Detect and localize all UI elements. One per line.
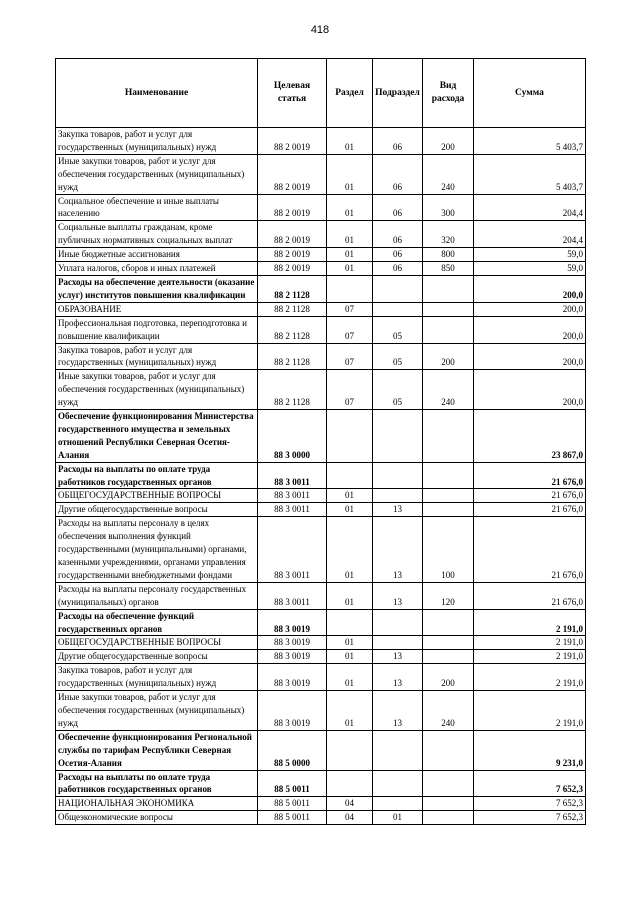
cell-name: Иные бюджетные ассигнования bbox=[56, 248, 258, 262]
cell-name: Расходы на обеспечение функций государственных органов bbox=[56, 609, 258, 636]
table-row bbox=[56, 664, 586, 691]
table-row bbox=[56, 770, 586, 797]
table-row bbox=[56, 221, 586, 248]
cell-name: Другие общегосударственные вопросы bbox=[56, 650, 258, 664]
table-header bbox=[56, 59, 586, 128]
cell-subsection: 13 bbox=[373, 582, 423, 609]
cell-expense-type bbox=[423, 462, 474, 489]
cell-section: 01 bbox=[327, 691, 373, 731]
cell-amount: 21 676,0 bbox=[474, 517, 586, 583]
cell-amount: 2 191,0 bbox=[474, 636, 586, 650]
cell-amount: 59,0 bbox=[474, 248, 586, 262]
cell-name: Социальные выплаты гражданам, кроме публичных нормативных социальных выплат bbox=[56, 221, 258, 248]
cell-expense-type bbox=[423, 811, 474, 825]
cell-subsection: 13 bbox=[373, 664, 423, 691]
cell-section: 01 bbox=[327, 194, 373, 221]
cell-expense-type bbox=[423, 609, 474, 636]
cell-subsection: 06 bbox=[373, 262, 423, 276]
cell-target: 88 3 0011 bbox=[258, 503, 327, 517]
cell-expense-type: 800 bbox=[423, 248, 474, 262]
table-row bbox=[56, 370, 586, 410]
cell-expense-type: 320 bbox=[423, 221, 474, 248]
cell-target: 88 2 1128 bbox=[258, 370, 327, 410]
header-target: Целевая статья bbox=[258, 59, 327, 128]
cell-name: Уплата налогов, сборов и иных платежей bbox=[56, 262, 258, 276]
cell-expense-type: 240 bbox=[423, 154, 474, 194]
cell-target: 88 3 0019 bbox=[258, 691, 327, 731]
budget-table bbox=[55, 58, 586, 825]
table-row bbox=[56, 248, 586, 262]
cell-target: 88 2 1128 bbox=[258, 343, 327, 370]
table-row bbox=[56, 462, 586, 489]
cell-name: Общеэкономические вопросы bbox=[56, 811, 258, 825]
cell-target: 88 5 0011 bbox=[258, 770, 327, 797]
cell-amount: 204,4 bbox=[474, 194, 586, 221]
cell-subsection: 06 bbox=[373, 154, 423, 194]
cell-subsection: 06 bbox=[373, 194, 423, 221]
cell-subsection: 06 bbox=[373, 128, 423, 155]
cell-amount: 200,0 bbox=[474, 275, 586, 302]
cell-target: 88 3 0011 bbox=[258, 489, 327, 503]
cell-amount: 7 652,3 bbox=[474, 811, 586, 825]
cell-name: Закупка товаров, работ и услуг для государственных (муниципальных) нужд bbox=[56, 343, 258, 370]
cell-amount: 59,0 bbox=[474, 262, 586, 276]
cell-amount: 7 652,3 bbox=[474, 797, 586, 811]
cell-amount: 2 191,0 bbox=[474, 609, 586, 636]
cell-amount: 23 867,0 bbox=[474, 410, 586, 463]
cell-subsection: 05 bbox=[373, 370, 423, 410]
cell-target: 88 3 0011 bbox=[258, 462, 327, 489]
cell-expense-type bbox=[423, 650, 474, 664]
table-row bbox=[56, 194, 586, 221]
cell-subsection: 13 bbox=[373, 650, 423, 664]
cell-name: Закупка товаров, работ и услуг для государственных (муниципальных) нужд bbox=[56, 128, 258, 155]
cell-section: 01 bbox=[327, 248, 373, 262]
cell-subsection bbox=[373, 770, 423, 797]
cell-section bbox=[327, 462, 373, 489]
cell-amount: 21 676,0 bbox=[474, 489, 586, 503]
cell-expense-type bbox=[423, 730, 474, 770]
cell-amount: 5 403,7 bbox=[474, 154, 586, 194]
cell-name: Расходы на выплаты персоналу в целях обеспечения выполнения функций государственными (муниципальными) органами, казенными учреждениями, органами управления государственными внебюджетными фондами bbox=[56, 517, 258, 583]
cell-section bbox=[327, 410, 373, 463]
table-row bbox=[56, 503, 586, 517]
cell-expense-type: 240 bbox=[423, 691, 474, 731]
page-number: 418 bbox=[310, 24, 330, 36]
cell-subsection bbox=[373, 609, 423, 636]
cell-subsection: 13 bbox=[373, 503, 423, 517]
table-row bbox=[56, 302, 586, 316]
cell-name: Расходы на обеспечение деятельности (оказание услуг) институтов повышения квалификации bbox=[56, 275, 258, 302]
cell-target: 88 3 0000 bbox=[258, 410, 327, 463]
cell-expense-type bbox=[423, 636, 474, 650]
table-row bbox=[56, 730, 586, 770]
table-row bbox=[56, 410, 586, 463]
table-row bbox=[56, 128, 586, 155]
cell-expense-type: 200 bbox=[423, 128, 474, 155]
cell-name: ОБЩЕГОСУДАРСТВЕННЫЕ ВОПРОСЫ bbox=[56, 489, 258, 503]
cell-name: НАЦИОНАЛЬНАЯ ЭКОНОМИКА bbox=[56, 797, 258, 811]
cell-amount: 200,0 bbox=[474, 302, 586, 316]
cell-subsection bbox=[373, 410, 423, 463]
cell-subsection: 05 bbox=[373, 316, 423, 343]
cell-name: Закупка товаров, работ и услуг для государственных (муниципальных) нужд bbox=[56, 664, 258, 691]
cell-name: ОБРАЗОВАНИЕ bbox=[56, 302, 258, 316]
table-row bbox=[56, 262, 586, 276]
cell-name: Иные закупки товаров, работ и услуг для обеспечения государственных (муниципальных) нужд bbox=[56, 370, 258, 410]
cell-target: 88 3 0011 bbox=[258, 517, 327, 583]
cell-name: Иные закупки товаров, работ и услуг для обеспечения государственных (муниципальных) нужд bbox=[56, 691, 258, 731]
table-row bbox=[56, 636, 586, 650]
cell-target: 88 2 1128 bbox=[258, 316, 327, 343]
header-expense-type: Вид расхода bbox=[423, 59, 474, 128]
cell-expense-type bbox=[423, 275, 474, 302]
cell-expense-type bbox=[423, 770, 474, 797]
table-row bbox=[56, 609, 586, 636]
cell-target: 88 3 0019 bbox=[258, 609, 327, 636]
cell-section: 04 bbox=[327, 811, 373, 825]
cell-amount: 204,4 bbox=[474, 221, 586, 248]
cell-target: 88 2 0019 bbox=[258, 128, 327, 155]
cell-target: 88 2 0019 bbox=[258, 262, 327, 276]
cell-expense-type bbox=[423, 489, 474, 503]
cell-section: 07 bbox=[327, 316, 373, 343]
cell-name: Обеспечение функционирования Министерства государственного имущества и земельных отношений Республики Северная Осетия-Алания bbox=[56, 410, 258, 463]
cell-subsection: 13 bbox=[373, 517, 423, 583]
cell-section: 01 bbox=[327, 664, 373, 691]
cell-amount: 21 676,0 bbox=[474, 582, 586, 609]
cell-subsection: 01 bbox=[373, 811, 423, 825]
cell-amount: 5 403,7 bbox=[474, 128, 586, 155]
cell-target: 88 2 0019 bbox=[258, 154, 327, 194]
table-row bbox=[56, 154, 586, 194]
header-section: Раздел bbox=[327, 59, 373, 128]
cell-name: Обеспечение функционирования Региональной службы по тарифам Республики Северная Осетия-Алания bbox=[56, 730, 258, 770]
cell-expense-type: 200 bbox=[423, 343, 474, 370]
cell-expense-type bbox=[423, 797, 474, 811]
header-amount: Сумма bbox=[474, 59, 586, 128]
table-row bbox=[56, 582, 586, 609]
cell-expense-type bbox=[423, 410, 474, 463]
cell-expense-type: 850 bbox=[423, 262, 474, 276]
cell-subsection bbox=[373, 489, 423, 503]
cell-section: 01 bbox=[327, 503, 373, 517]
cell-amount: 200,0 bbox=[474, 316, 586, 343]
table-row bbox=[56, 811, 586, 825]
table-row bbox=[56, 343, 586, 370]
cell-expense-type: 300 bbox=[423, 194, 474, 221]
cell-section: 01 bbox=[327, 154, 373, 194]
cell-target: 88 3 0019 bbox=[258, 664, 327, 691]
cell-section bbox=[327, 730, 373, 770]
cell-target: 88 2 0019 bbox=[258, 248, 327, 262]
cell-name: Расходы на выплаты по оплате труда работников государственных органов bbox=[56, 770, 258, 797]
table-row bbox=[56, 316, 586, 343]
cell-subsection bbox=[373, 462, 423, 489]
cell-target: 88 2 1128 bbox=[258, 302, 327, 316]
cell-section: 04 bbox=[327, 797, 373, 811]
header-name: Наименование bbox=[56, 59, 258, 128]
cell-section bbox=[327, 609, 373, 636]
cell-section: 01 bbox=[327, 262, 373, 276]
cell-section: 01 bbox=[327, 636, 373, 650]
table-body bbox=[56, 128, 586, 825]
cell-section bbox=[327, 275, 373, 302]
table-row bbox=[56, 275, 586, 302]
cell-subsection: 05 bbox=[373, 343, 423, 370]
cell-amount: 200,0 bbox=[474, 370, 586, 410]
cell-expense-type bbox=[423, 503, 474, 517]
cell-target: 88 5 0000 bbox=[258, 730, 327, 770]
cell-target: 88 2 0019 bbox=[258, 221, 327, 248]
cell-amount: 2 191,0 bbox=[474, 691, 586, 731]
cell-subsection bbox=[373, 797, 423, 811]
cell-amount: 2 191,0 bbox=[474, 650, 586, 664]
cell-section bbox=[327, 770, 373, 797]
cell-amount: 7 652,3 bbox=[474, 770, 586, 797]
header-subsection: Подраздел bbox=[373, 59, 423, 128]
cell-section: 01 bbox=[327, 582, 373, 609]
cell-target: 88 3 0011 bbox=[258, 582, 327, 609]
cell-amount: 21 676,0 bbox=[474, 462, 586, 489]
cell-expense-type: 200 bbox=[423, 664, 474, 691]
cell-target: 88 2 1128 bbox=[258, 275, 327, 302]
cell-target: 88 5 0011 bbox=[258, 811, 327, 825]
cell-section: 07 bbox=[327, 343, 373, 370]
cell-expense-type: 240 bbox=[423, 370, 474, 410]
cell-name: Другие общегосударственные вопросы bbox=[56, 503, 258, 517]
cell-target: 88 3 0019 bbox=[258, 650, 327, 664]
cell-target: 88 2 0019 bbox=[258, 194, 327, 221]
cell-name: Расходы на выплаты персоналу государственных (муниципальных) органов bbox=[56, 582, 258, 609]
cell-section: 01 bbox=[327, 221, 373, 248]
cell-amount: 200,0 bbox=[474, 343, 586, 370]
cell-expense-type bbox=[423, 302, 474, 316]
cell-section: 01 bbox=[327, 517, 373, 583]
table-row bbox=[56, 797, 586, 811]
cell-amount: 2 191,0 bbox=[474, 664, 586, 691]
cell-name: Социальное обеспечение и иные выплаты населению bbox=[56, 194, 258, 221]
cell-subsection bbox=[373, 636, 423, 650]
cell-expense-type: 100 bbox=[423, 517, 474, 583]
cell-subsection bbox=[373, 730, 423, 770]
cell-name: ОБЩЕГОСУДАРСТВЕННЫЕ ВОПРОСЫ bbox=[56, 636, 258, 650]
cell-subsection: 06 bbox=[373, 221, 423, 248]
cell-section: 01 bbox=[327, 128, 373, 155]
cell-amount: 9 231,0 bbox=[474, 730, 586, 770]
table-row bbox=[56, 517, 586, 583]
cell-section: 07 bbox=[327, 302, 373, 316]
table-row bbox=[56, 650, 586, 664]
cell-section: 01 bbox=[327, 650, 373, 664]
table-row bbox=[56, 691, 586, 731]
cell-target: 88 5 0011 bbox=[258, 797, 327, 811]
cell-name: Иные закупки товаров, работ и услуг для обеспечения государственных (муниципальных) нужд bbox=[56, 154, 258, 194]
cell-expense-type: 120 bbox=[423, 582, 474, 609]
cell-subsection: 06 bbox=[373, 248, 423, 262]
cell-target: 88 3 0019 bbox=[258, 636, 327, 650]
cell-subsection bbox=[373, 302, 423, 316]
cell-section: 07 bbox=[327, 370, 373, 410]
table-row bbox=[56, 489, 586, 503]
cell-amount: 21 676,0 bbox=[474, 503, 586, 517]
cell-subsection bbox=[373, 275, 423, 302]
cell-expense-type bbox=[423, 316, 474, 343]
cell-name: Профессиональная подготовка, переподготовка и повышение квалификации bbox=[56, 316, 258, 343]
cell-subsection: 13 bbox=[373, 691, 423, 731]
cell-section: 01 bbox=[327, 489, 373, 503]
cell-name: Расходы на выплаты по оплате труда работников государственных органов bbox=[56, 462, 258, 489]
